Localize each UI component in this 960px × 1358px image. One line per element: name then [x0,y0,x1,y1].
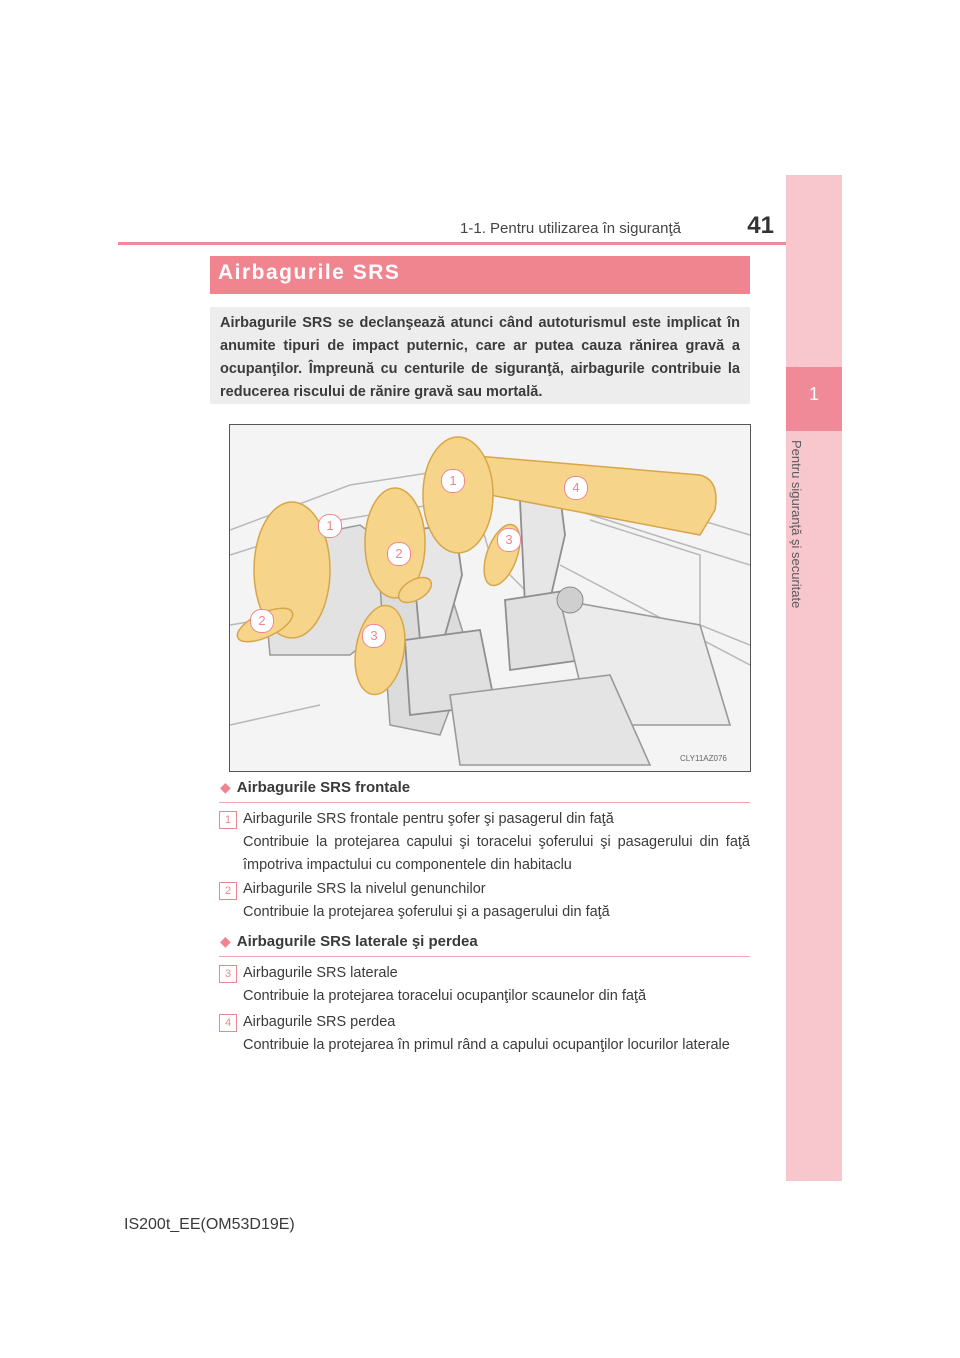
item-2 [243,878,750,924]
airbag-illustration [229,424,751,772]
item-1-title: Airbagurile SRS frontale pentru şofer şi pasagerul din faţă [243,811,614,827]
section-heading-frontal-text: Airbagurile SRS frontale [236,779,411,796]
diamond-bullet-icon: ◆ [220,933,231,949]
page-number: 41 [747,212,774,239]
item-3-desc: Contribuie la protejarea toracelui ocupanţilor scaunelor din faţă [243,988,647,1004]
item-3-title: Airbagurile SRS laterale [243,965,398,981]
section-heading-side-curtain-text: Airbagurile SRS laterale şi perdea [236,933,478,950]
chapter-title-vertical [789,440,826,640]
item-1-desc: Contribuie la protejarea capului şi toracelui şoferului şi pasagerului din faţă împotriva impactului cu componentele din habitaclu [243,834,750,873]
chapter-side-tab [786,175,842,1181]
callout-4-curtain: 4 [564,476,588,500]
footer-code: IS200t_EE(OM53D19E) [124,1216,295,1233]
callout-2-passenger: 2 [387,542,411,566]
diamond-bullet-icon: ◆ [220,779,231,795]
illustration-code: CLY11AZ076 [680,754,727,763]
callout-1-driver: 1 [318,514,342,538]
section-rule [219,802,750,803]
item-4-desc: Contribuie la protejarea în primul rând a capului ocupanţilor locurilor laterale [243,1037,730,1053]
item-2-title: Airbagurile SRS la nivelul genunchilor [243,881,486,897]
item-3 [243,962,750,1008]
chapter-number: 1 [808,384,819,404]
callout-3-driver: 3 [362,624,386,648]
chapter-title: Pentru siguranţă şi securitate [789,440,804,609]
callout-3-passenger: 3 [497,528,521,552]
item-1 [243,808,750,877]
car-interior-drawing [230,425,750,771]
section-rule [219,956,750,957]
callout-1-passenger: 1 [441,469,465,493]
item-number-3: 3 [219,965,237,983]
item-number-2: 2 [219,882,237,900]
callout-2-driver: 2 [250,609,274,633]
section-heading-side-curtain [220,933,478,950]
page-title: Airbagurile SRS [218,261,401,284]
item-number-1: 1 [219,811,237,829]
item-4 [243,1011,750,1057]
section-heading-frontal [220,779,410,796]
item-number-4: 4 [219,1014,237,1032]
item-2-desc: Contribuie la protejarea şoferului şi a pasagerului din faţă [243,904,610,920]
header-rule [118,242,786,245]
section-title: 1-1. Pentru utilizarea în siguranţă [460,220,681,237]
intro-text: Airbagurile SRS se declanşează atunci când autoturismul este implicat în anumite tipuri de impact puternic, care ar putea cauza rănirea gravă a ocupanţilor. Împreună cu centurile de siguranţă, airbagurile contribuie la reducerea riscului de rănire gravă sau mortală. [220,315,740,400]
item-4-title: Airbagurile SRS perdea [243,1014,396,1030]
